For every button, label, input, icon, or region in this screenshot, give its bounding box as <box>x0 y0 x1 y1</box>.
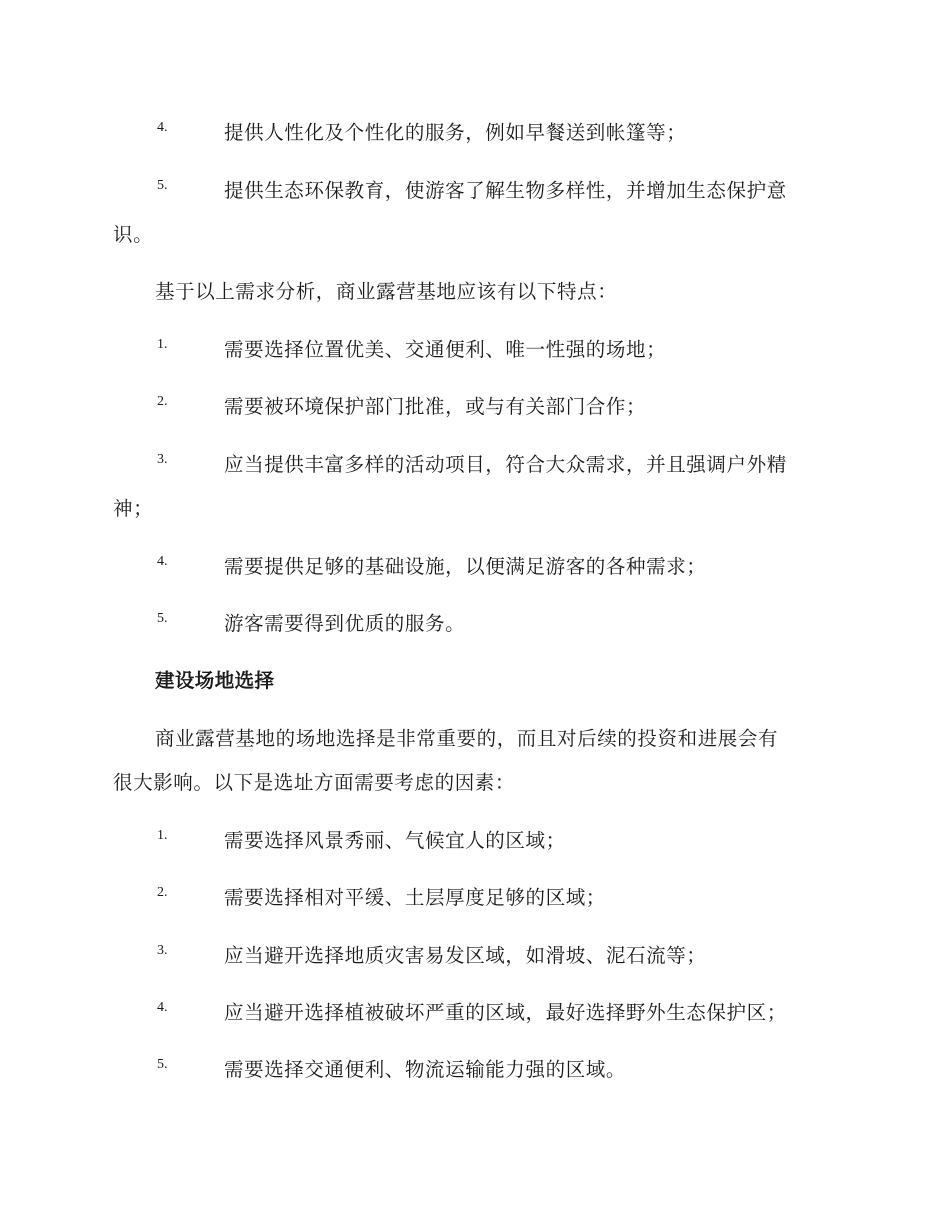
list-text-continuation: 识。 <box>113 223 154 246</box>
list-number: 3. <box>157 452 168 467</box>
list-text: 游客需要得到优质的服务。 <box>224 612 466 635</box>
section-heading-text: 建设场地选择 <box>155 669 275 692</box>
list-number: 4. <box>157 120 168 135</box>
paragraph-text: 商业露营基地的场地选择是非常重要的，而且对后续的投资和进展会有 <box>155 727 779 750</box>
list-text: 应当避开选择植被破坏严重的区域，最好选择野外生态保护区； <box>224 1001 787 1024</box>
list-text: 需要选择交通便利、物流运输能力强的区域。 <box>224 1058 627 1081</box>
list-text: 需要选择相对平缓、土层厚度足够的区域； <box>224 886 606 909</box>
list-number: 3. <box>157 943 168 958</box>
list-number: 2. <box>157 885 168 900</box>
list-text: 提供生态环保教育，使游客了解生物多样性，并增加生态保护意 <box>224 179 787 202</box>
list-number: 4. <box>157 554 168 569</box>
list-text: 应当避开选择地质灾害易发区域，如滑坡、泥石流等； <box>224 944 707 967</box>
list-number: 2. <box>157 394 168 409</box>
paragraph-text: 很大影响。以下是选址方面需要考虑的因素： <box>113 771 516 794</box>
list-number: 1. <box>157 828 168 843</box>
list-text: 需要提供足够的基础设施，以便满足游客的各种需求； <box>224 555 707 578</box>
list-number: 1. <box>157 337 168 352</box>
list-number: 5. <box>157 611 168 626</box>
list-text: 需要选择风景秀丽、气候宜人的区域； <box>224 829 566 852</box>
list-text-continuation: 神； <box>113 497 154 520</box>
list-text: 应当提供丰富多样的活动项目，符合大众需求，并且强调户外精 <box>224 453 787 476</box>
list-number: 5. <box>157 1057 168 1072</box>
list-text: 需要被环境保护部门批准，或与有关部门合作； <box>224 395 647 418</box>
paragraph-text: 基于以上需求分析，商业露营基地应该有以下特点： <box>155 280 618 303</box>
list-text: 提供人性化及个性化的服务，例如早餐送到帐篷等； <box>224 121 687 144</box>
list-text: 需要选择位置优美、交通便利、唯一性强的场地； <box>224 338 667 361</box>
list-number: 5. <box>157 178 168 193</box>
list-number: 4. <box>157 1000 168 1015</box>
